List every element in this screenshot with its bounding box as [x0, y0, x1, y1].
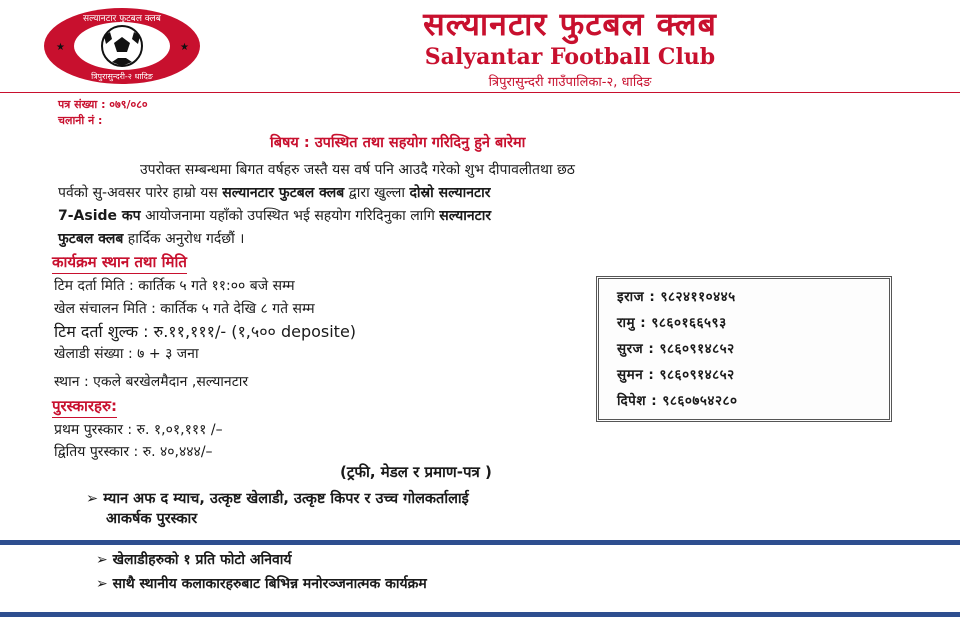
club-logo [42, 6, 202, 86]
arrow-bullet-icon: ➢ [96, 576, 113, 592]
venue: स्थान : एकले बरखेलमैदान ,सल्यानटार [54, 374, 249, 390]
contact-name: इराज [617, 289, 645, 305]
contact-4 [617, 365, 735, 383]
body-text: पर्वको सु-अवसर पारेर हाम्रो यस [58, 185, 223, 201]
logo-bottom-text: त्रिपुरासुन्दरी-२ धादिङ [91, 72, 153, 81]
contact-3 [617, 339, 735, 357]
team-registration-date: टिम दर्ता मिति : कार्तिक ५ गते ११:०० बजे सम्म [54, 278, 295, 294]
club-name-inline: सल्यानटार फुटबल क्लब [222, 185, 345, 201]
prizes-heading: पुरस्कारहरु: [52, 396, 117, 418]
second-prize: द्वितिय पुरस्कार : रु. ४०,४४४/– [54, 444, 213, 460]
dispatch-number: चलानी नं : [58, 114, 103, 127]
star-icon: ★ [56, 42, 65, 53]
subject-line [270, 132, 525, 152]
arrow-bullet-icon: ➢ [86, 491, 104, 507]
body-line-3 [58, 206, 491, 225]
star-icon: ★ [180, 42, 189, 53]
note-1 [96, 550, 292, 569]
club-address: त्रिपुरासुन्दरी गाउँपालिका-२, धादिङ [488, 75, 652, 90]
award-text: म्यान अफ द म्याच, उत्कृष्ट खेलाडी, उत्कृष्ट किपर र उच्च गोलकर्तालाई [103, 491, 469, 507]
note-2 [96, 574, 427, 593]
body-line-2 [58, 183, 490, 202]
contact-name: रामु [617, 315, 636, 331]
cup-name-inline: 7-Aside कप [58, 208, 141, 224]
prize-extras: (ट्रफी, मेडल र प्रमाण-पत्र ) [340, 463, 492, 481]
contact-name: सुमन [617, 367, 644, 383]
contact-phone: : ९८६०७५४२८० [651, 393, 738, 409]
contact-name: सुरज [617, 341, 644, 357]
footer-divider [0, 612, 960, 617]
player-count: खेलाडी संख्या : ७ + ३ जना [54, 346, 199, 362]
letter-number: पत्र संख्या : ०७९/०८० [58, 98, 148, 111]
contact-phone: : ९८६०१६६५९३ [640, 315, 727, 331]
first-prize: प्रथम पुरस्कार : रु. १,०१,१११ /– [54, 422, 223, 438]
club-name-inline: सल्यानटार [439, 208, 492, 224]
registration-fee: टिम दर्ता शुल्क : रु.११,१११/- (१,५०० deposite) [54, 322, 357, 341]
club-name-english: Salyantar Football Club [424, 44, 716, 70]
subject-text: बिषय : उपस्थित तथा सहयोग गरिदिनु हुने बारेमा [270, 135, 526, 151]
contact-2 [617, 313, 727, 331]
body-line-1: उपरोक्त सम्बन्धमा बिगत वर्षहरु जस्तै यस वर्ष पनि आउदै गरेको शुभ दीपावलीतथा छठ [140, 162, 575, 178]
body-text: आयोजनामा यहाँको उपस्थित भई सहयोग गरिदिनुका लागि [140, 208, 440, 224]
contacts-box [596, 276, 892, 422]
note-text: खेलाडीहरुको १ प्रति फोटो अनिवार्य [112, 552, 292, 568]
body-text: द्वारा खुल्ला [344, 185, 410, 201]
contact-phone: : ९८६०९१४८५२ [648, 367, 735, 383]
arrow-bullet-icon: ➢ [96, 552, 113, 568]
header-divider [0, 92, 960, 93]
contact-phone: : ९८६०९१४८५२ [648, 341, 735, 357]
body-line-4 [58, 229, 245, 248]
football-icon [102, 26, 142, 66]
award-bullet-continued: आकर्षक पुरस्कार [106, 511, 198, 527]
note-text: साथै स्थानीय कलाकारहरुबाट बिभिन्न मनोरञ्जनात्मक कार्यक्रम [112, 576, 427, 592]
logo-ring-text: सल्यानटार फुटबल क्लब [83, 14, 161, 24]
club-name-inline: फुटबल क्लब [58, 231, 124, 247]
contact-phone: : ९८२४११०४४५ [649, 289, 736, 305]
club-name-nepali: सल्यानटार फुटबल क्लब [423, 5, 717, 43]
contact-name: दिपेश [617, 393, 647, 409]
play-date: खेल संचालन मिति : कार्तिक ५ गते देखि ८ गते सम्म [54, 301, 315, 317]
award-bullet [86, 488, 469, 508]
program-heading: कार्यक्रम स्थान तथा मिति [52, 252, 187, 274]
section-divider [0, 540, 960, 545]
contact-5 [617, 391, 738, 409]
contact-1 [617, 287, 736, 305]
cup-name-inline: दोस्रो सल्यानटार [409, 185, 491, 201]
body-text: हार्दिक अनुरोध गर्दछौं । [123, 231, 245, 247]
